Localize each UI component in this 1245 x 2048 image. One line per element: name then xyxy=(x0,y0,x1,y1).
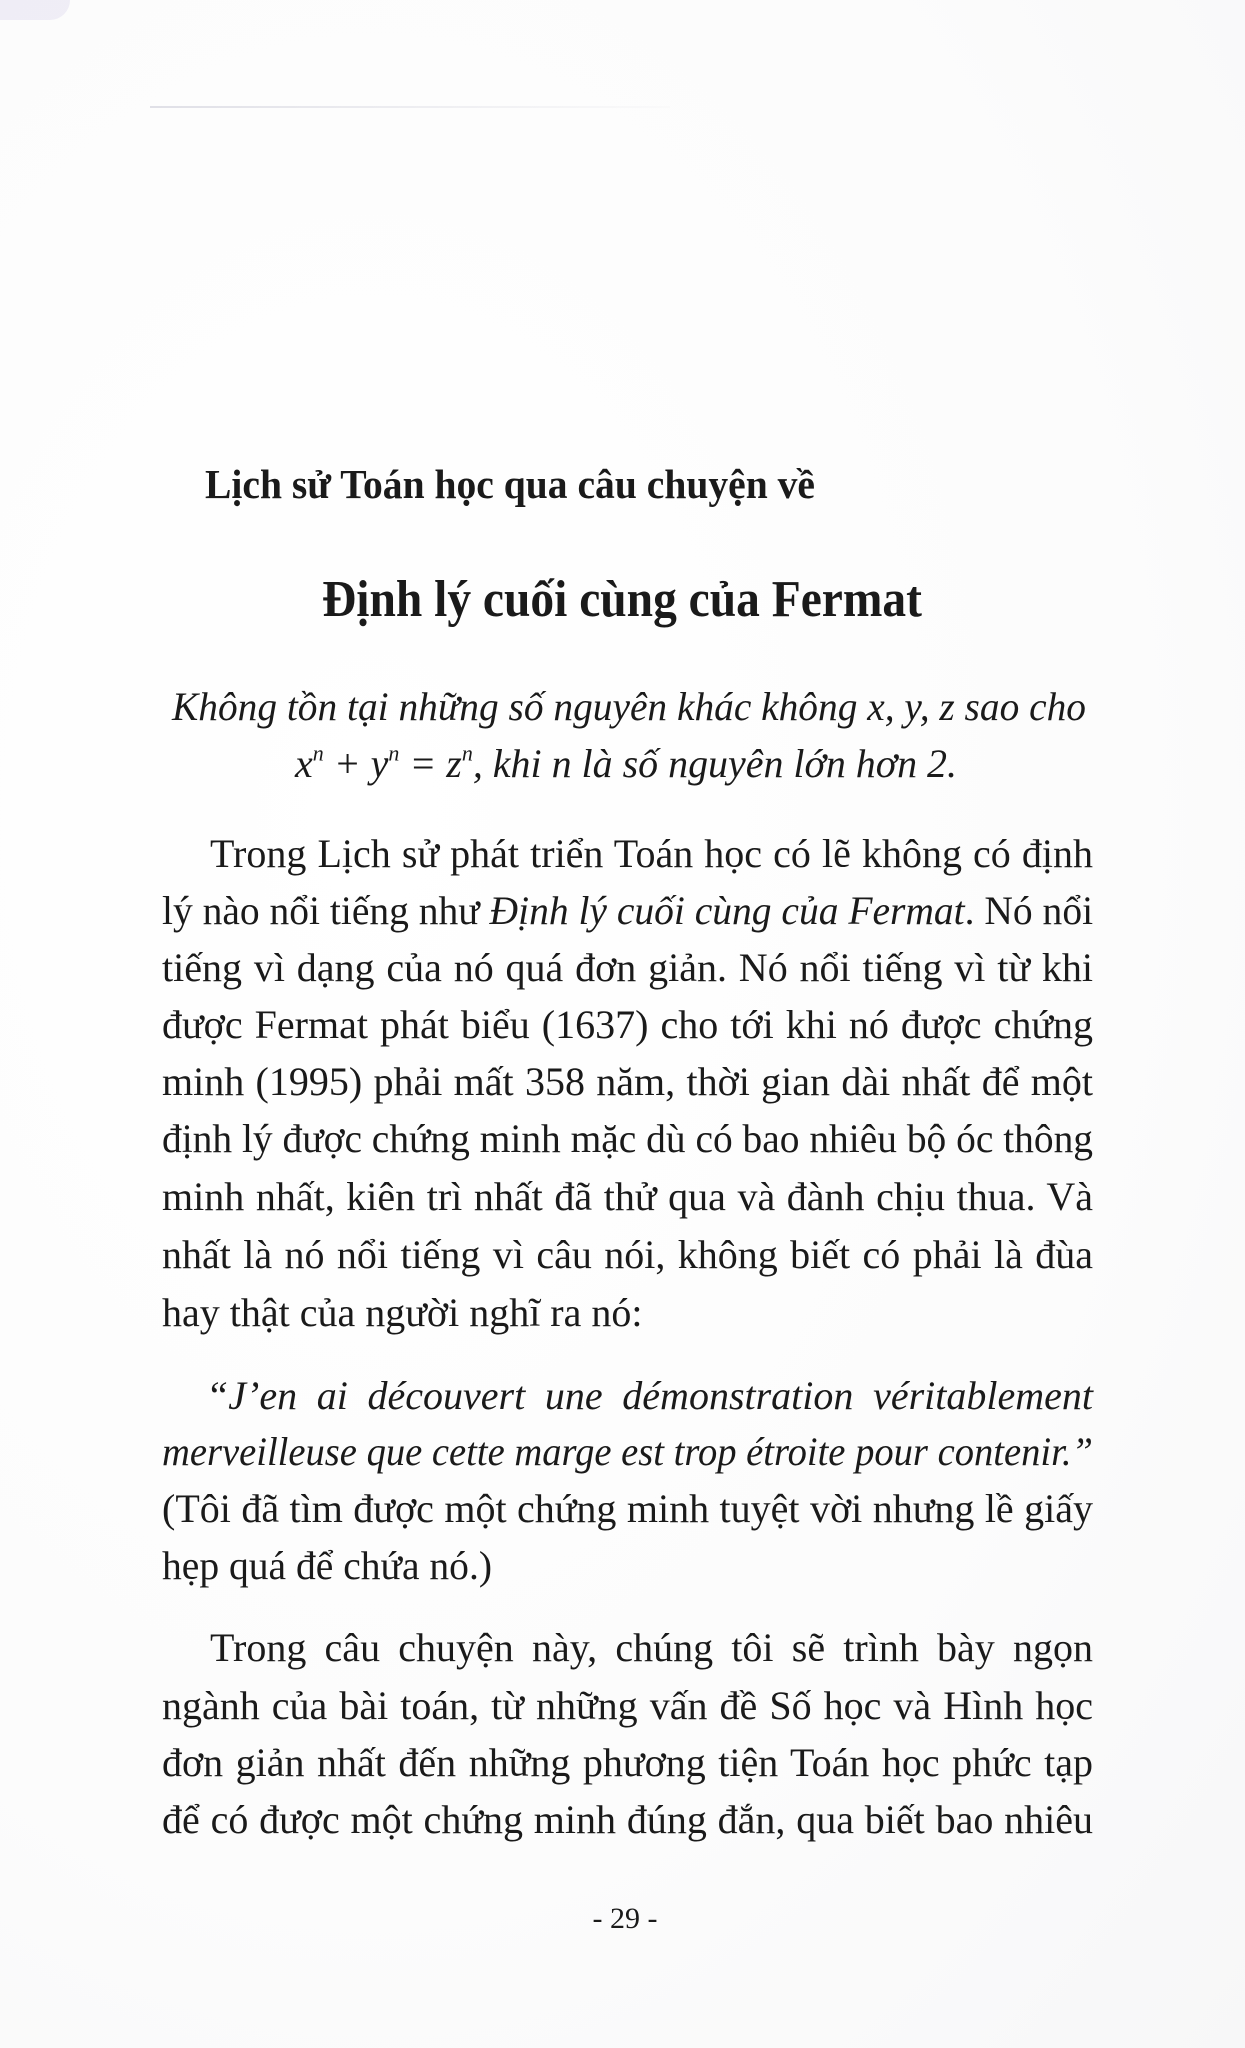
paragraph-line: minh (1995) phải mất 358 năm, thời gian dài nhất để một xyxy=(162,1059,1093,1104)
paragraph-line: minh nhất, kiên trì nhất đã thử qua và đành chịu thua. Và xyxy=(162,1174,1093,1219)
paragraph-line: được Fermat phát biểu (1637) cho tới khi nó được chứng xyxy=(162,1002,1093,1047)
chapter-title: Định lý cuối cùng của Fermat xyxy=(322,571,922,628)
quote-translation-line: (Tôi đã tìm được một chứng minh tuyệt vời nhưng lề giấy xyxy=(162,1486,1093,1531)
section-kicker: Lịch sử Toán học qua câu chuyện về xyxy=(205,461,815,507)
paragraph-line: Trong câu chuyện này, chúng tôi sẽ trình bày ngọn xyxy=(210,1625,1093,1670)
formula-fermat: $x^n + y^n = z^n$ xyxy=(295,740,473,786)
scan-smudge xyxy=(0,0,70,20)
paragraph-line: ngành của bài toán, từ những vấn đề Số học và Hình học xyxy=(162,1683,1093,1728)
paragraph-line: Trong Lịch sử phát triển Toán học có lẽ không có định xyxy=(210,831,1093,876)
paragraph-line: đơn giản nhất đến những phương tiện Toán học phức tạp xyxy=(162,1740,1093,1785)
quote-french-line: “J’en ai découvert une démonstration véritablement xyxy=(206,1373,1093,1418)
paragraph-line: tiếng vì dạng của nó quá đơn giản. Nó nổi tiếng vì từ khi xyxy=(162,945,1093,990)
quote-french-line: merveilleuse que cette marge est trop étroite pour contenir.” xyxy=(162,1429,1093,1474)
show-through-line xyxy=(150,106,670,108)
theorem-name-italic: Định lý cuối cùng của Fermat xyxy=(489,888,965,933)
epigraph-line-1: Không tồn tại những số nguyên khác không x, y, z sao cho xyxy=(172,684,1086,729)
epigraph-line-2: $x^n + y^n = z^n$, khi n là số nguyên lớn hơn 2. xyxy=(295,740,957,786)
paragraph-line: để có được một chứng minh đúng đắn, qua biết bao nhiêu xyxy=(162,1797,1093,1842)
paragraph-line: hay thật của người nghĩ ra nó: xyxy=(162,1290,643,1335)
quote-translation-line: hẹp quá để chứa nó.) xyxy=(162,1543,493,1588)
paragraph-line: định lý được chứng minh mặc dù có bao nhiêu bộ óc thông xyxy=(162,1116,1094,1161)
paragraph-line: lý nào nổi tiếng như Định lý cuối cùng của Fermat. Nó nổi xyxy=(162,888,1094,933)
paragraph-line: nhất là nó nổi tiếng vì câu nói, không biết có phải là đùa xyxy=(162,1232,1093,1277)
page-number: - 29 - xyxy=(592,1902,658,1935)
